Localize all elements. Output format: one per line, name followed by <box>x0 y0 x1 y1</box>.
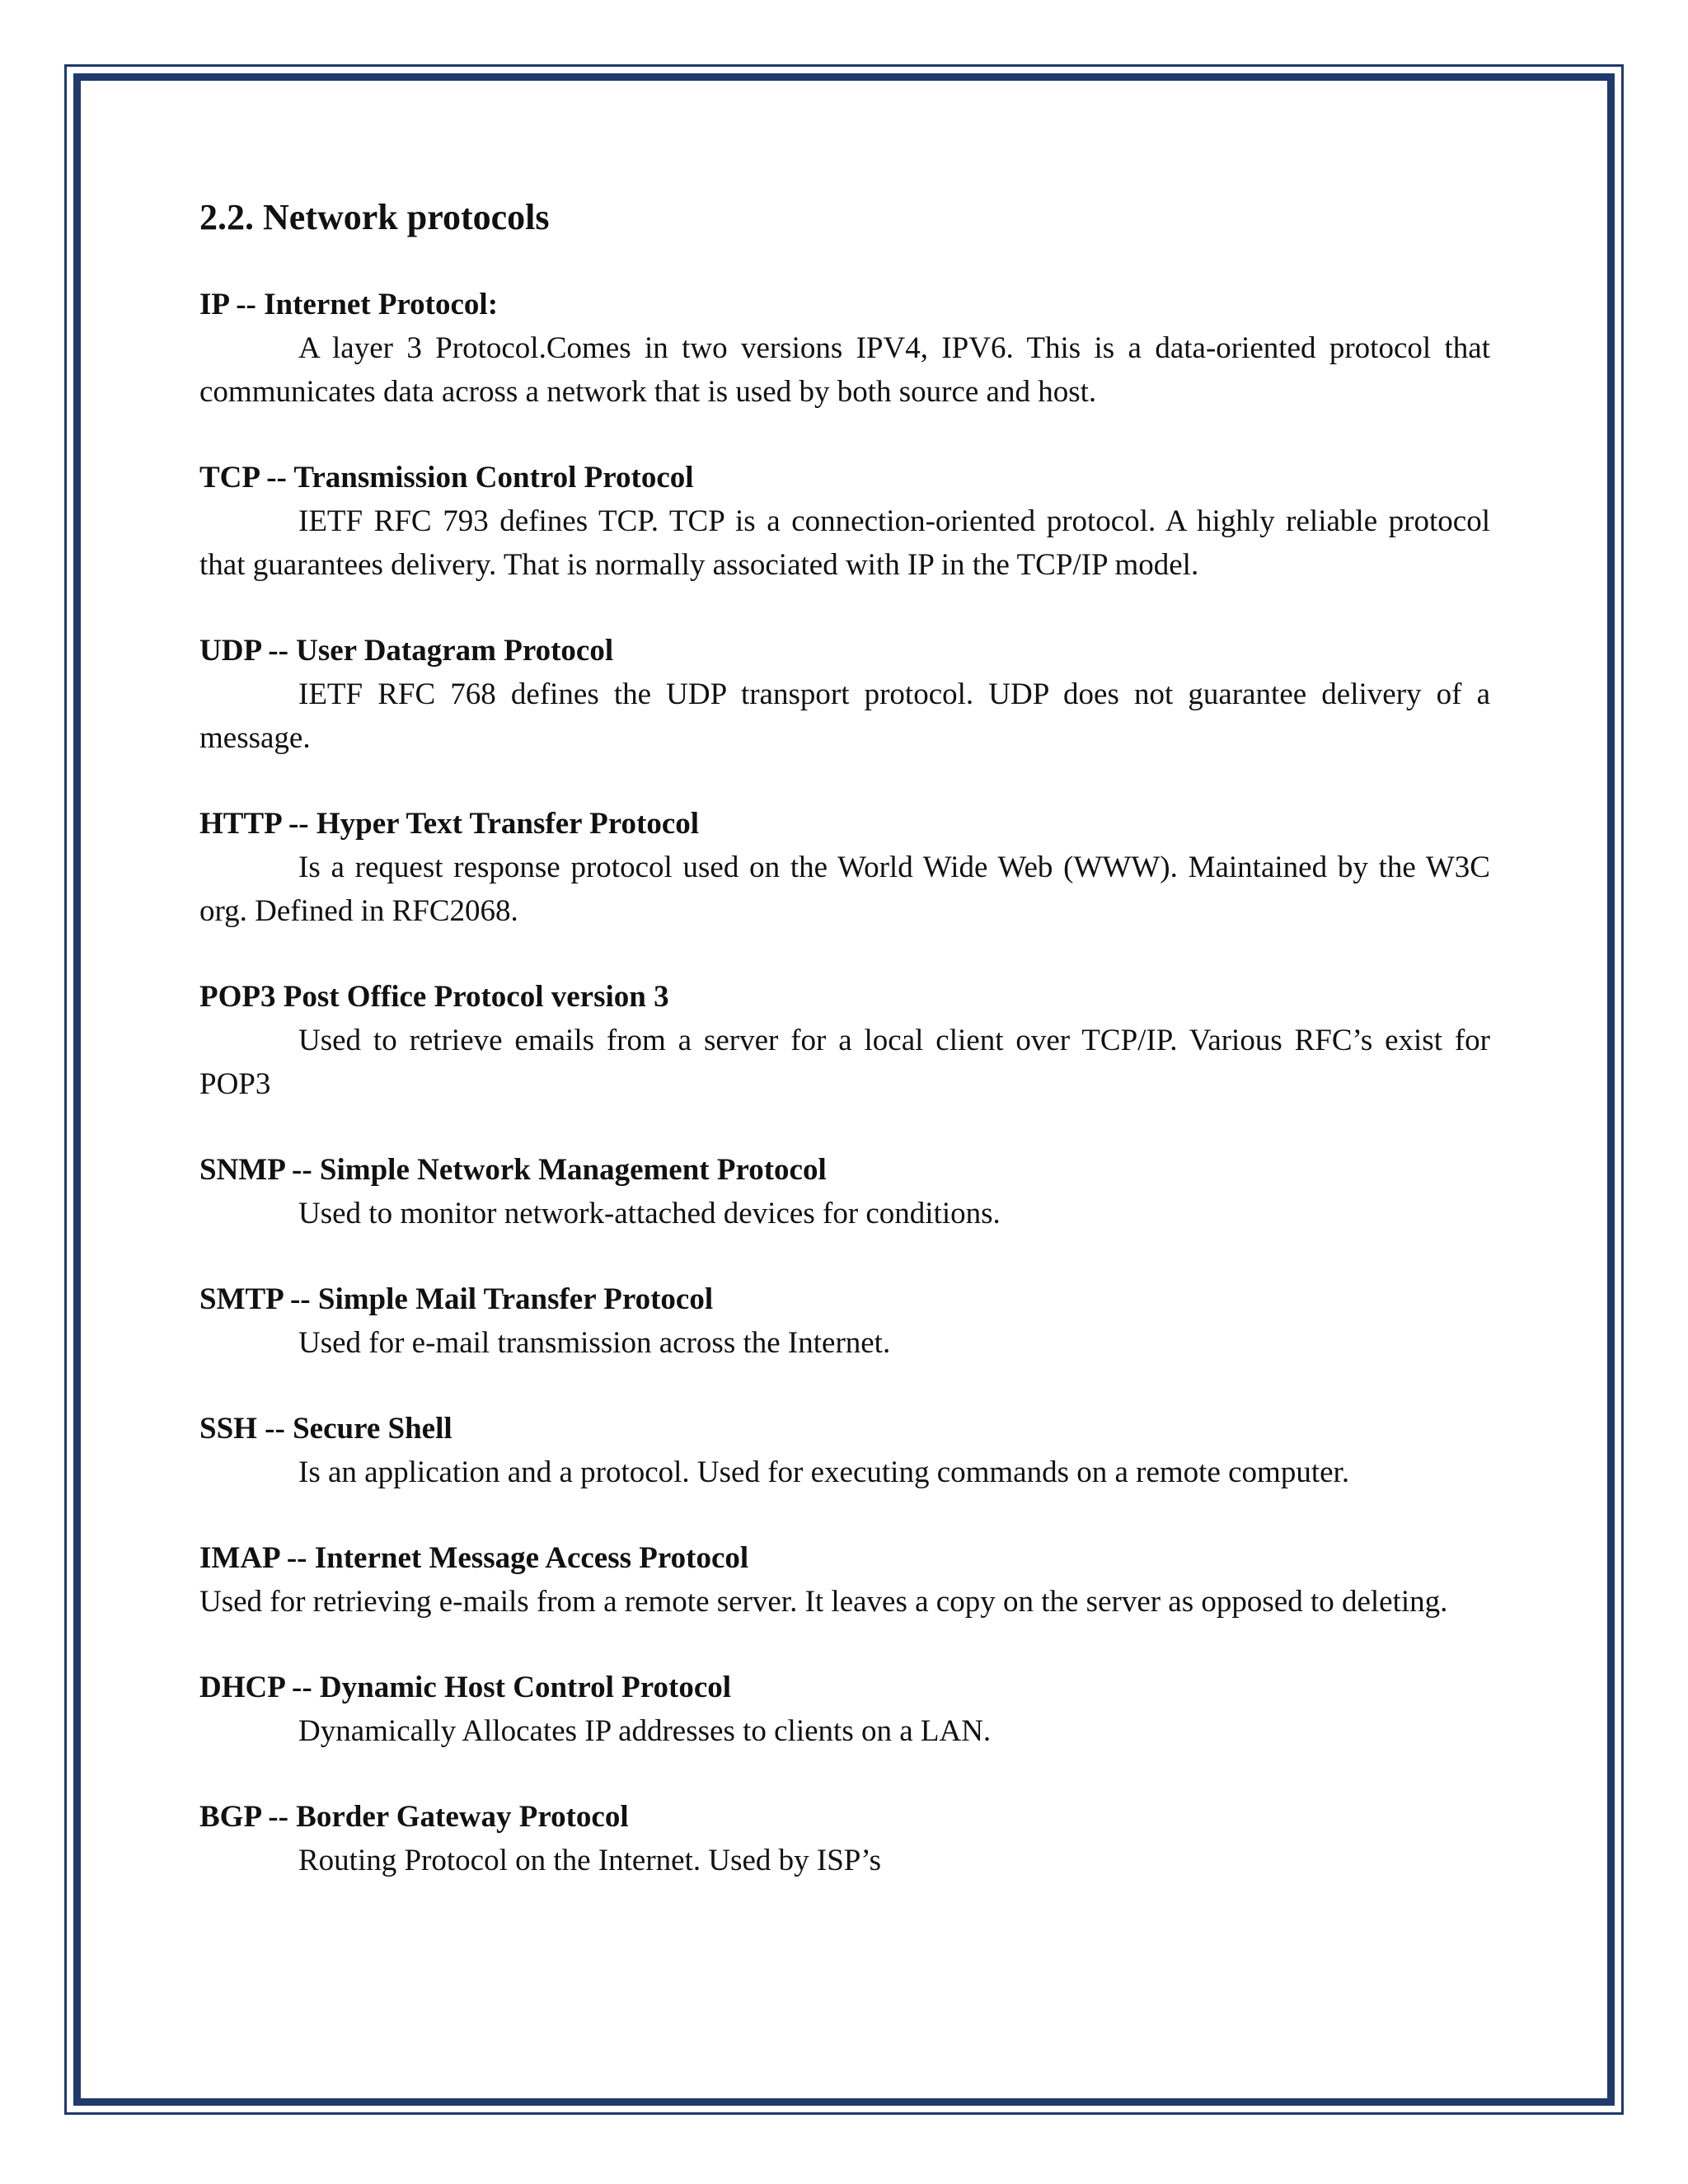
protocol-heading: UDP -- User Datagram Protocol <box>199 634 614 668</box>
protocol-description: Routing Protocol on the Internet. Used by ISP’s <box>298 1844 882 1877</box>
protocol-description: Is an application and a protocol. Used for executing commands on a remote computer. <box>298 1455 1350 1489</box>
protocol-entry-bgp <box>199 1796 1490 1882</box>
protocol-entry-tcp <box>199 457 1490 587</box>
protocol-entry-ip <box>199 284 1490 414</box>
protocol-entry-pop3 <box>199 976 1490 1106</box>
protocol-description: Is a request response protocol used on the World Wide Web (WWW). Maintained by the W3C org. Defined in RFC2068. <box>199 851 1490 928</box>
protocol-entry-imap <box>199 1537 1490 1624</box>
protocol-description: Used to monitor network-attached devices for conditions. <box>298 1197 1001 1230</box>
protocol-heading: IP -- Internet Protocol: <box>199 288 499 321</box>
page-title: 2.2. Network protocols <box>199 197 550 237</box>
protocol-heading: IMAP -- Internet Message Access Protocol <box>199 1541 749 1575</box>
protocol-entry-dhcp <box>199 1666 1490 1753</box>
protocol-description: IETF RFC 768 defines the UDP transport protocol. UDP does not guarantee delivery of a message. <box>199 677 1490 755</box>
protocol-heading: TCP -- Transmission Control Protocol <box>199 461 694 494</box>
protocol-heading: BGP -- Border Gateway Protocol <box>199 1800 629 1834</box>
protocol-entry-udp <box>199 630 1490 760</box>
protocol-description: A layer 3 Protocol.Comes in two versions IPV4, IPV6. This is a data-oriented protocol that communicates data across a network that is used by both source and host. <box>199 331 1490 409</box>
protocol-entry-smtp <box>199 1278 1490 1365</box>
protocol-heading: POP3 Post Office Protocol version 3 <box>199 980 669 1014</box>
protocol-description: Used to retrieve emails from a server for a local client over TCP/IP. Various RFC’s exist for POP3 <box>199 1024 1490 1101</box>
protocol-heading: SSH -- Secure Shell <box>199 1412 452 1446</box>
protocol-description: Used for e-mail transmission across the Internet. <box>298 1326 891 1360</box>
page-content <box>199 191 1490 1925</box>
protocol-heading: DHCP -- Dynamic Host Control Protocol <box>199 1671 732 1704</box>
protocol-heading: SMTP -- Simple Mail Transfer Protocol <box>199 1282 714 1316</box>
protocol-entry-ssh <box>199 1408 1490 1494</box>
protocol-entry-snmp <box>199 1149 1490 1235</box>
protocol-heading: HTTP -- Hyper Text Transfer Protocol <box>199 807 700 841</box>
protocol-description: Used for retrieving e-mails from a remote server. It leaves a copy on the server as opposed to deleting. <box>199 1585 1448 1619</box>
protocol-entry-http <box>199 803 1490 933</box>
protocol-description: IETF RFC 793 defines TCP. TCP is a connection-oriented protocol. A highly reliable protocol that guarantees delivery. That is normally associated with IP in the TCP/IP model. <box>199 504 1490 582</box>
protocol-description: Dynamically Allocates IP addresses to clients on a LAN. <box>298 1714 992 1748</box>
protocol-heading: SNMP -- Simple Network Management Protocol <box>199 1153 827 1187</box>
